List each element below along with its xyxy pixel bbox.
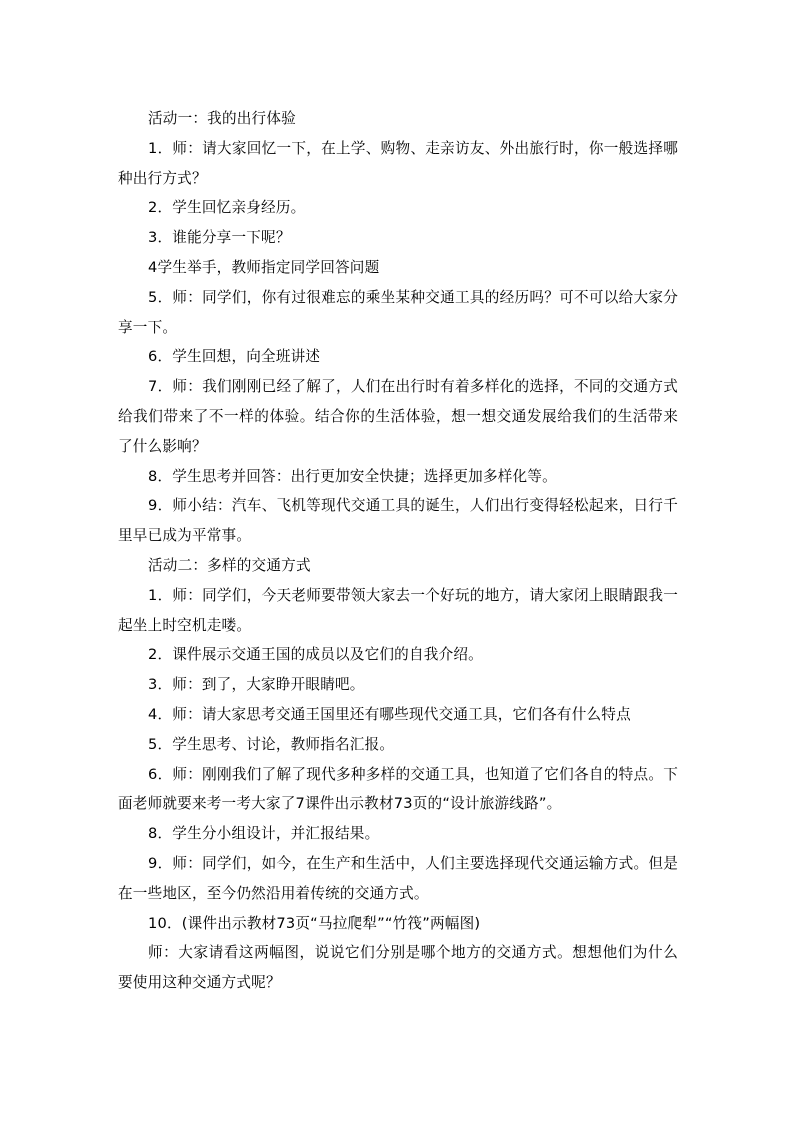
paragraph: 师：大家请看这两幅图，说说它们分别是哪个地方的交通方式。想想他们为什么要使用这种交通方式呢？ bbox=[118, 944, 678, 992]
paragraph: 1．师：同学们，今天老师要带领大家去一个好玩的地方，请大家闭上眼睛跟我一起坐上时空机走喽。 bbox=[118, 586, 678, 634]
paragraph: 9．师：同学们，如今，在生产和生活中，人们主要选择现代交通运输方式。但是在一些地区，至今仍然沿用着传统的交通方式。 bbox=[118, 854, 678, 902]
paragraph: 10．(课件出示教材73页“马拉爬犁”“竹筏”两幅图) bbox=[148, 914, 481, 932]
paragraph: 2．学生回忆亲身经历。 bbox=[148, 199, 306, 217]
paragraph: 2．课件展示交通王国的成员以及它们的自我介绍。 bbox=[148, 646, 483, 664]
document-body bbox=[118, 104, 678, 998]
paragraph: 1．师：请大家回忆一下，在上学、购物、走亲访友、外出旅行时，你一般选择哪种出行方式？ bbox=[118, 139, 678, 187]
paragraph: 6．师：刚刚我们了解了现代多种多样的交通工具，也知道了它们各自的特点。下面老师就要来考一考大家了7课件出示教材73页的“设计旅游线路”。 bbox=[118, 765, 678, 813]
paragraph: 4．师：请大家思考交通王国里还有哪些现代交通工具，它们各有什么特点 bbox=[148, 705, 631, 723]
paragraph: 7．师：我们刚刚已经了解了，人们在出行时有着多样化的选择，不同的交通方式给我们带来了不一样的体验。结合你的生活体验，想一想交通发展给我们的生活带来了什么影响？ bbox=[118, 378, 678, 455]
paragraph: 5．师：同学们，你有过很难忘的乘坐某种交通工具的经历吗？可不可以给大家分享一下。 bbox=[118, 288, 678, 336]
paragraph: 9．师小结：汽车、飞机等现代交通工具的诞生，人们出行变得轻松起来，日行千里早已成为平常事。 bbox=[118, 497, 678, 545]
heading-activity-1: 活动一：我的出行体验 bbox=[148, 110, 296, 127]
paragraph: 5．学生思考、讨论，教师指名汇报。 bbox=[148, 735, 395, 753]
heading-activity-2: 活动二：多样的交通方式 bbox=[148, 556, 311, 574]
paragraph: 3．师：到了，大家睁开眼睛吧。 bbox=[148, 676, 365, 694]
paragraph: 4学生举手，教师指定同学回答问题 bbox=[148, 258, 380, 276]
paragraph: 8．学生分小组设计，并汇报结果。 bbox=[148, 825, 380, 843]
paragraph: 8．学生思考并回答：出行更加安全快捷；选择更加多样化等。 bbox=[148, 467, 557, 485]
paragraph: 3．谁能分享一下呢？ bbox=[148, 229, 291, 247]
paragraph: 6．学生回想，向全班讲述 bbox=[148, 348, 321, 366]
